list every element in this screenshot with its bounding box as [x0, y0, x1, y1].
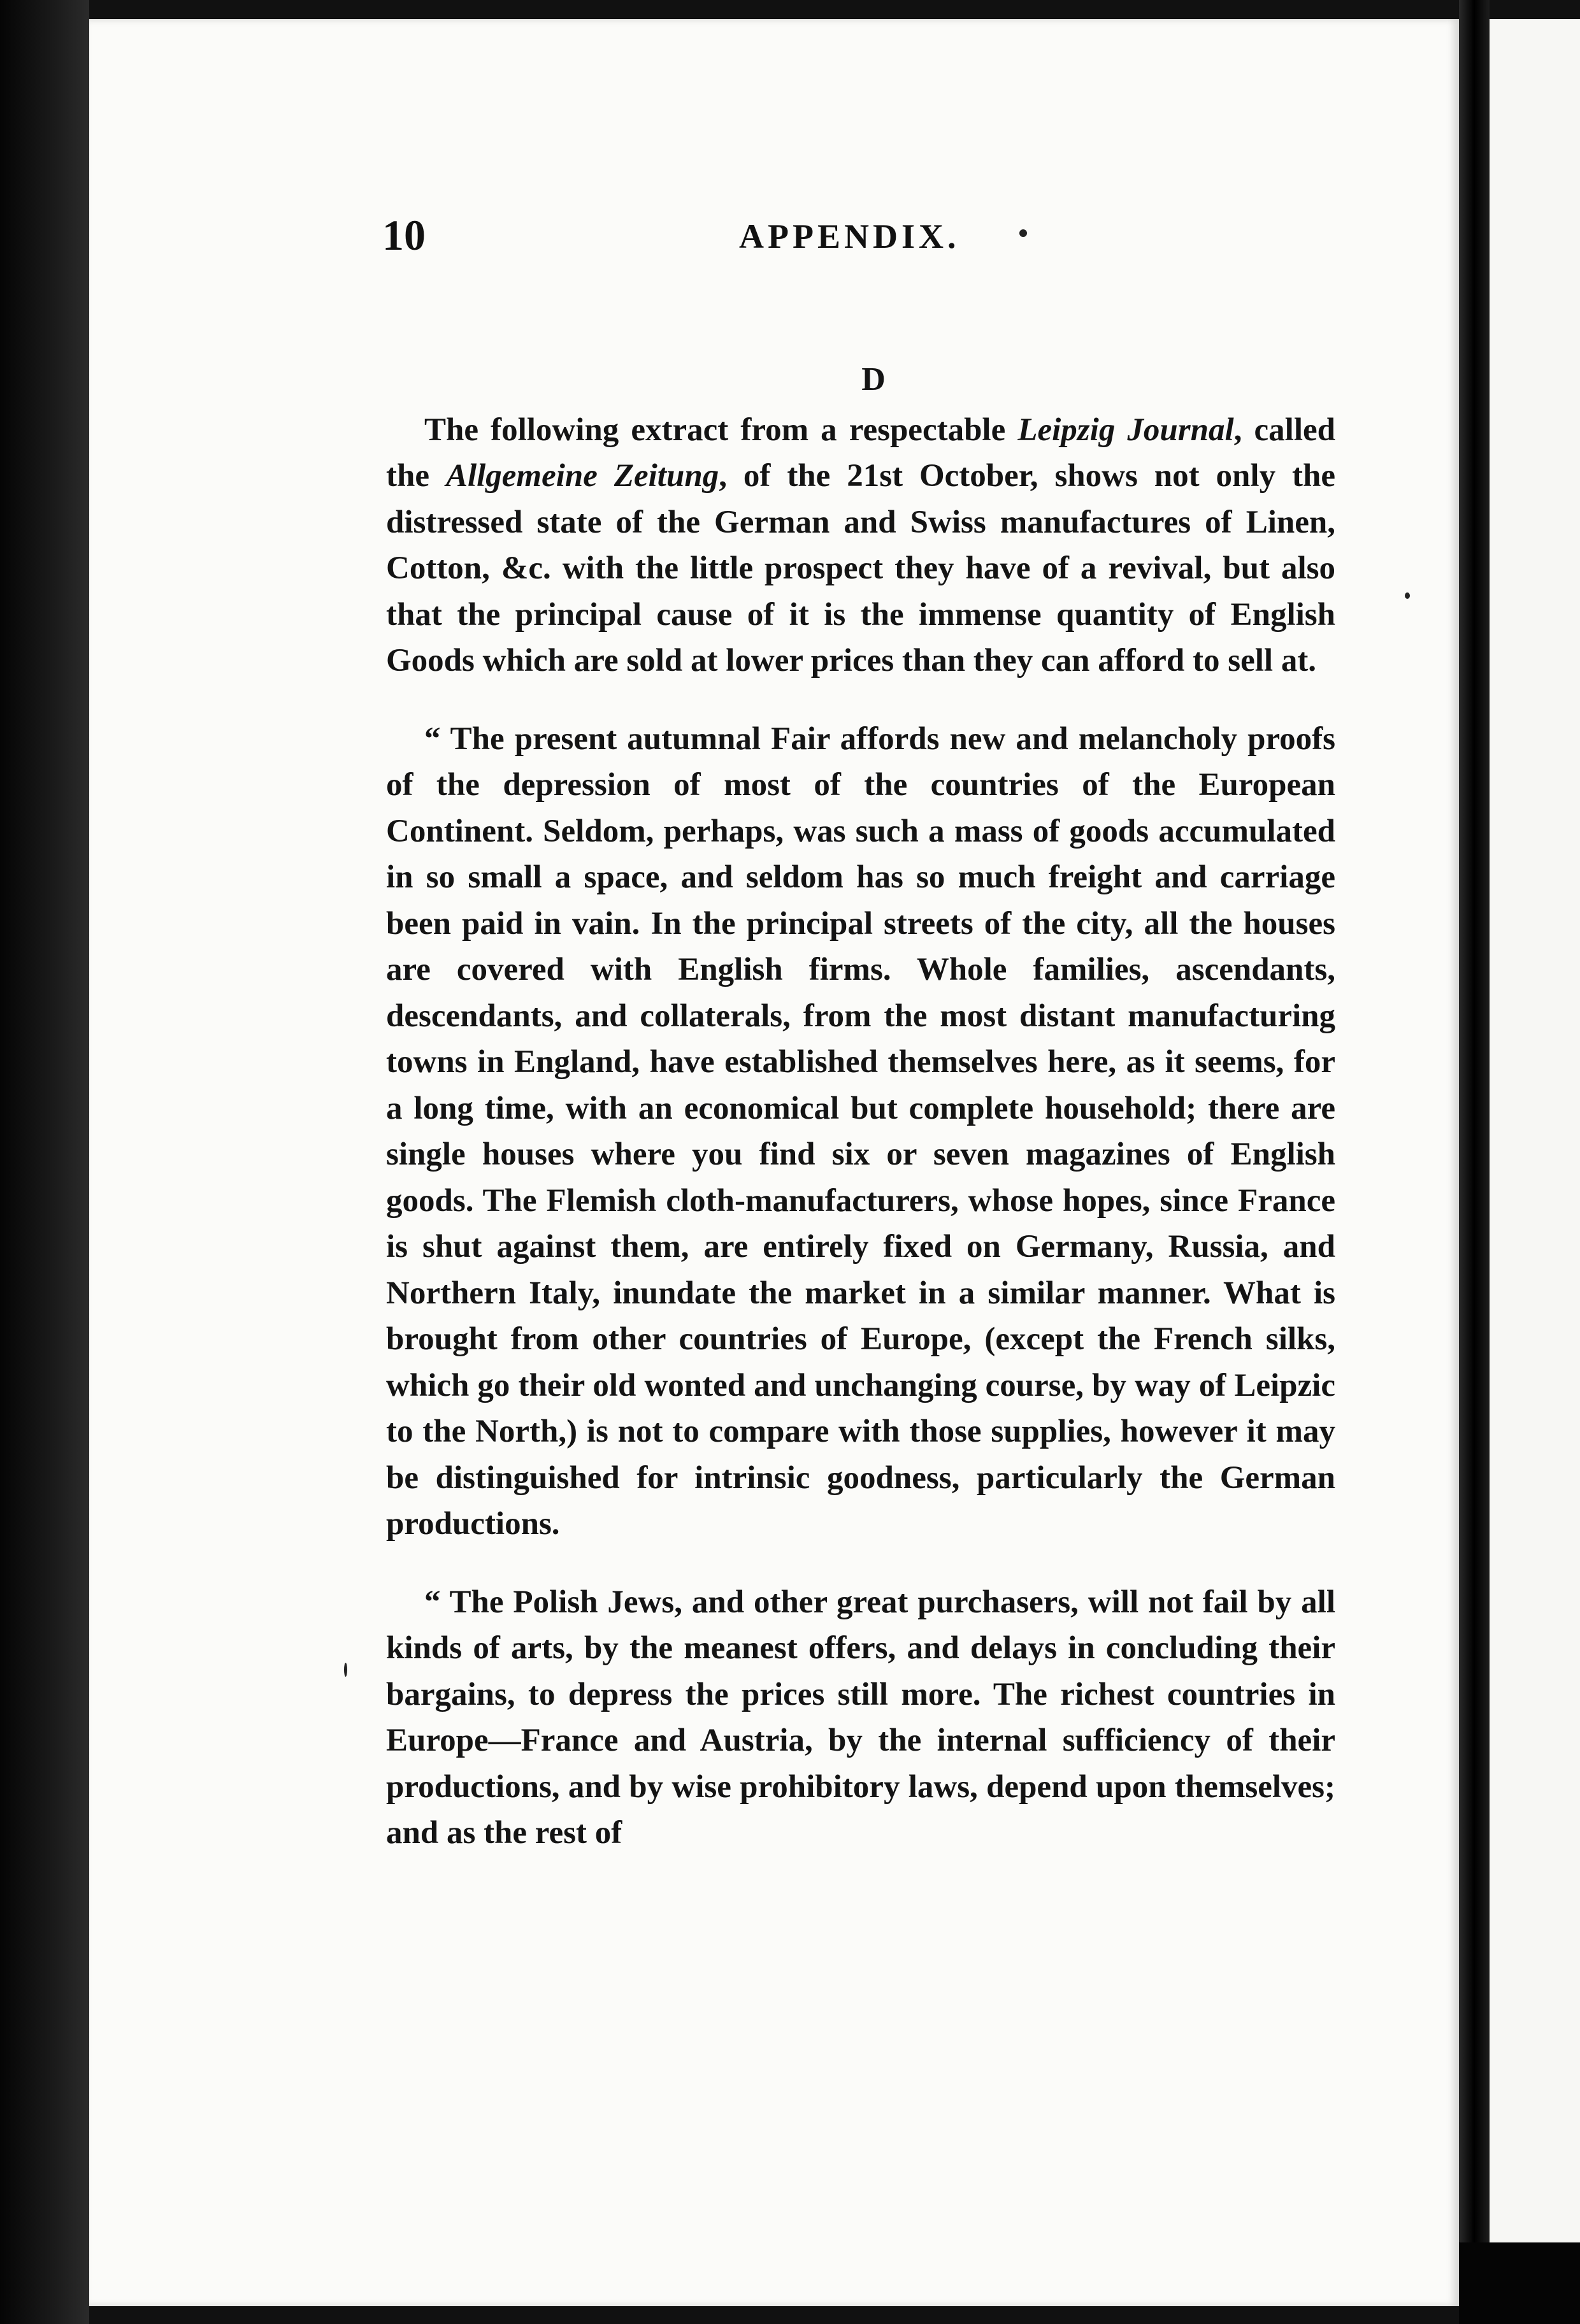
quote-paragraph-2: “ The Polish Jews, and other great purchasers, will not fail by all kinds of arts, by the meanest offers, and delays in concluding their bargains, to depress the prices still more. The richest countries in Europe—France and Austria, by the internal sufficiency of their productions, and by wise prohibitory laws, depend upon themselves; and as the rest of: [386, 1584, 1335, 1851]
newspaper-title: Allgemeine Zeitung: [445, 458, 719, 494]
section-heading: D: [861, 361, 886, 398]
book-edge-left: [0, 0, 89, 2324]
page-number: 10: [382, 211, 426, 259]
adjacent-page-edge: [1490, 19, 1580, 2306]
book-gutter: [1459, 0, 1490, 2324]
intro-paragraph: [386, 407, 1335, 684]
scan-speck: [1019, 229, 1027, 237]
scan-speck: [1405, 592, 1410, 599]
adjacent-page-shadow: [1459, 2242, 1580, 2324]
scan-speck: [344, 1663, 347, 1677]
intro-text-1: The following extract from a respectable: [424, 412, 1018, 448]
journal-title: Leipzig Journal: [1017, 412, 1234, 448]
body-text: [386, 357, 1335, 1856]
intro-text-3: , of the 21st October, shows not only the distressed state of the German and Swiss manufactures of Linen, Cotton, &c. with the little prospect they have of a revival, but also that the principal cause of it is the immense quantity of English Goods which are sold at lower prices than they can afford to sell at.: [386, 458, 1336, 678]
intro-text-2: , called the: [386, 412, 1335, 494]
running-title: APPENDIX.: [739, 217, 960, 255]
quote-paragraph-1: “ The present autumnal Fair affords new and melancholy proofs of the depression of most of the countries of the European Continent. Seldom, perhaps, was such a mass of goods accumulated in so small a space, and seldom has so much freight and carriage been paid in vain. In the principal streets of the city, all the houses are covered with English firms. Whole families, ascendants, descendants, and collaterals, from the most distant manufacturing towns in England, have established themselves here, as it seems, for a long time, with an economical but complete household; there are single houses where you find six or seven magazines of English goods. The Flemish cloth-manufacturers, whose hopes, since France is shut against them, are entirely fixed on Germany, Russia, and Northern Italy, inundate the market in a similar manner. What is brought from other countries of Europe, (except the French silks, which go their old wonted and unchanging course, by way of Leipzic to the North,) is not to compare with those supplies, however it may be distinguished for intrinsic goodness, particularly the German productions.: [386, 721, 1335, 1542]
